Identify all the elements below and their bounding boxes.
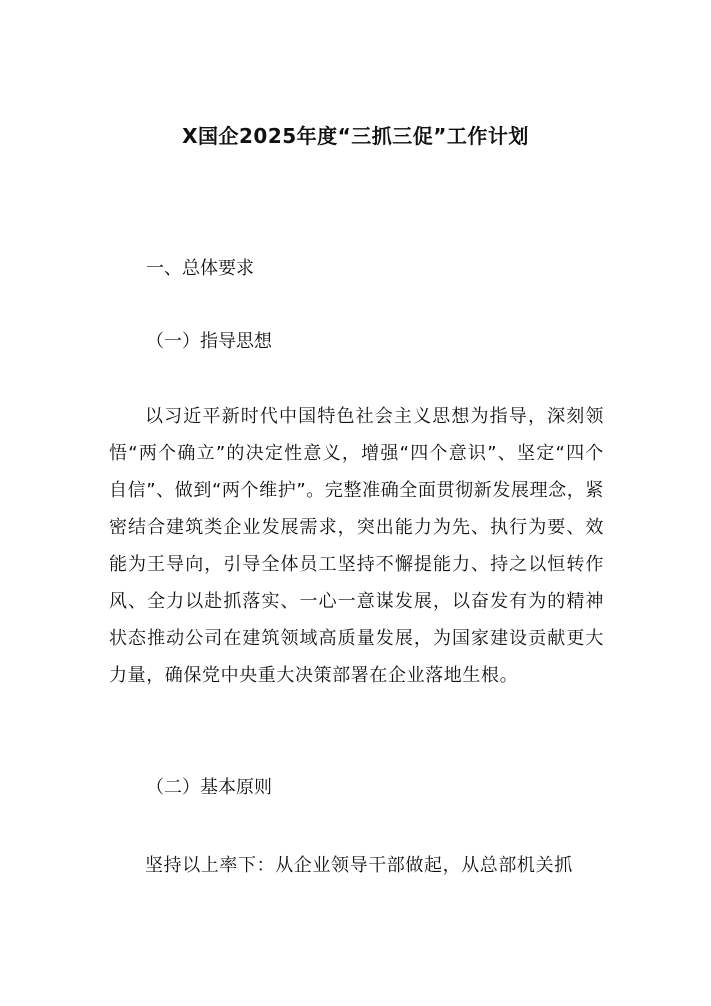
subsection-heading-guiding-ideology: （一）指导思想: [146, 331, 272, 352]
subsection-heading-basic-principles: （二）基本原则: [146, 777, 272, 798]
section-heading-general-requirements: 一、总体要求: [146, 258, 254, 279]
document-title: X国企2025年度“三抓三促”工作计划: [182, 124, 529, 148]
paragraph-guiding-ideology: 以习近平新时代中国特色社会主义思想为指导，深刻领悟“两个确立”的决定性意义，增强“四个意识”、坚定“四个自信”、做到“两个维护”。完整准确全面贯彻新发展理念，紧密结合建筑类企业发展需求，突出能力为先、执行为要、效能为王导向，引导全体员工坚持不懈提能力、持之以恒转作风、全力以赴抓落实、一心一意谋发展，以奋发有为的精神状态推动公司在建筑领域高质量发展，为国家建设贡献更大力量，确保党中央重大决策部署在企业落地生根。: [109, 406, 604, 686]
paragraph-basic-principles: 坚持以上率下：从企业领导干部做起，从总部机关抓: [145, 855, 573, 876]
